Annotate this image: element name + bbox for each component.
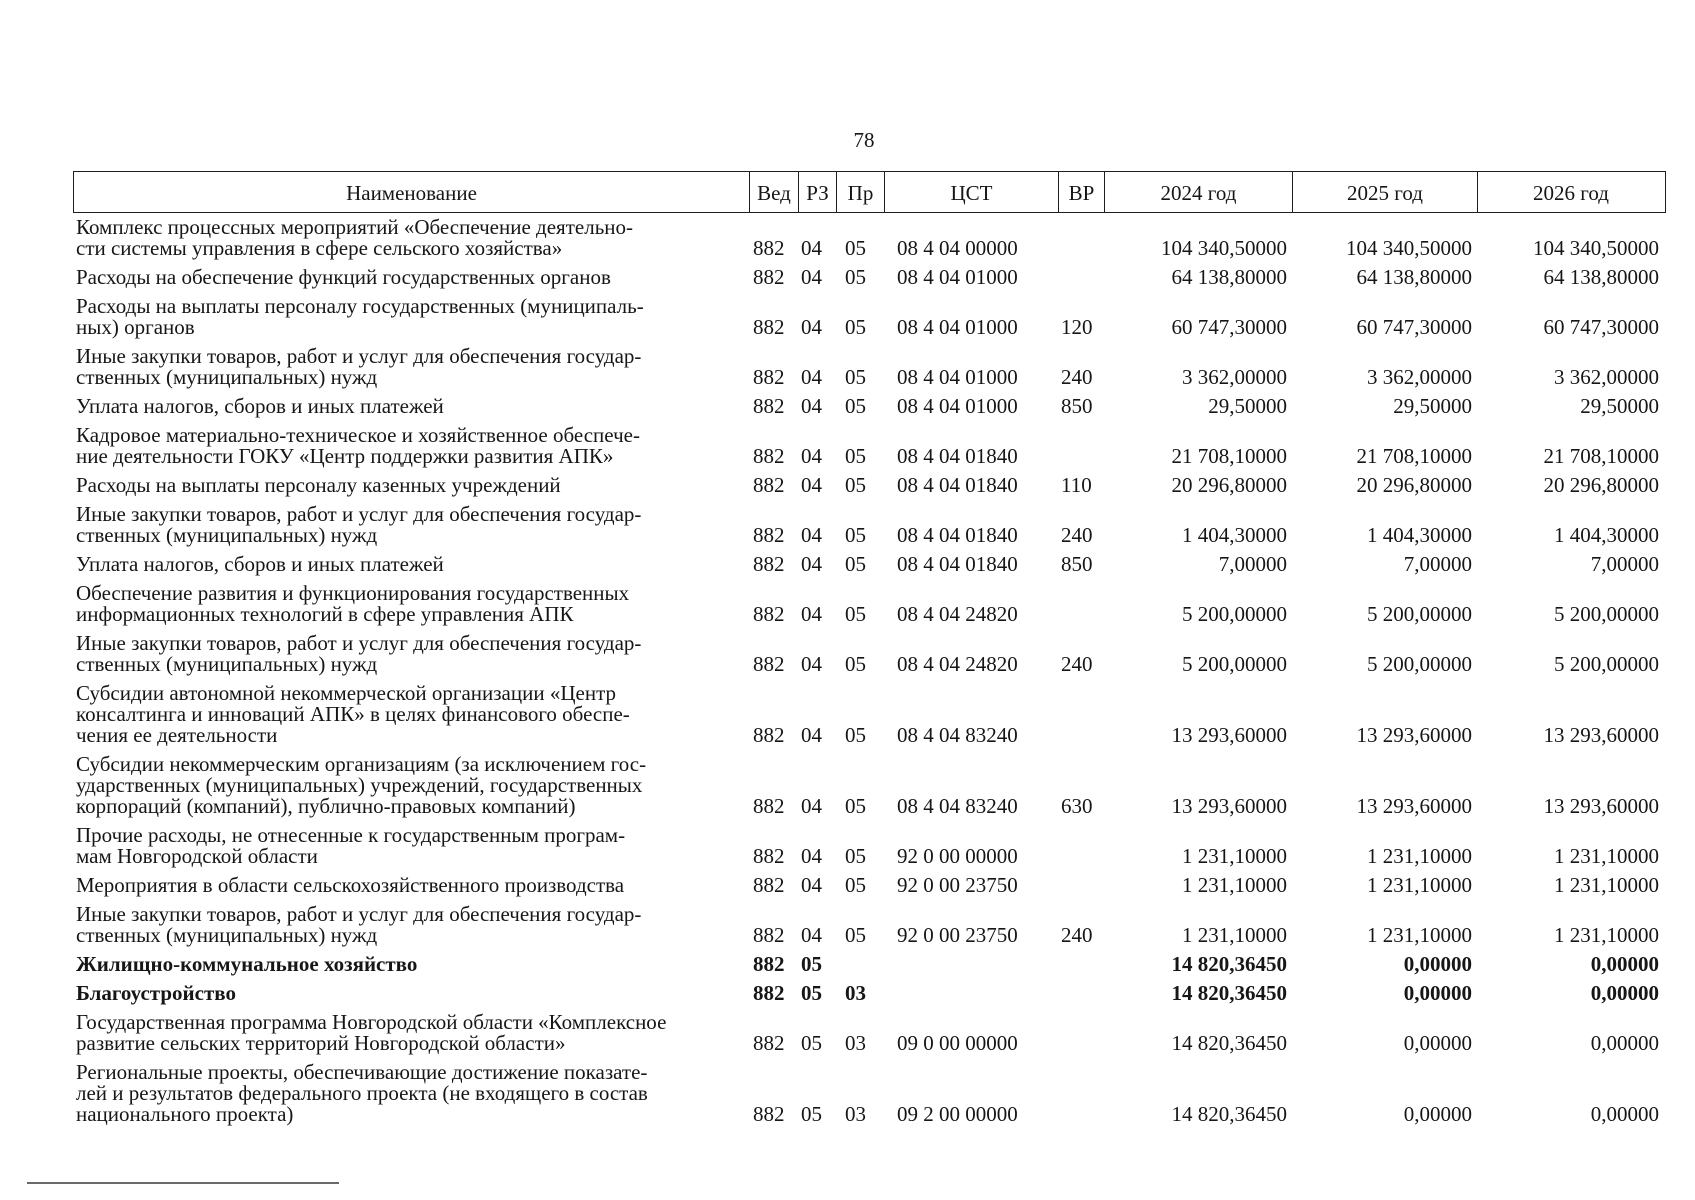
amount-2026: 0,00000 [1590,952,1659,976]
footnote-divider [27,1182,339,1184]
rz-code: 04 [801,652,822,676]
amount-2024: 13 293,60000 [1171,723,1287,747]
cst-code: 08 4 04 01000 [897,315,1018,339]
pr-code: 05 [845,652,866,676]
table-row [73,1058,1666,1129]
cst-code: 08 4 04 01840 [897,473,1018,497]
ved-code: 882 [753,552,785,576]
amount-2026: 1 231,10000 [1554,923,1659,947]
amount-2025: 60 747,30000 [1356,315,1472,339]
row-name [73,633,748,675]
rz-code: 04 [801,523,822,547]
table-row [73,750,1666,821]
row-name [73,475,748,496]
rz-code: 04 [801,265,822,289]
pr-code: 05 [845,523,866,547]
rz-code: 04 [801,844,822,868]
row-name-line: Кадровое материально-техническое и хозяйственное обеспече- [76,423,640,447]
table-row [73,213,1666,263]
amount-2026: 3 362,00000 [1554,365,1659,389]
row-name-line: Расходы на выплаты персоналу государственных (муниципаль- [76,294,644,318]
pr-code: 05 [845,723,866,747]
amount-2024: 14 820,36450 [1171,1031,1287,1055]
amount-2025: 7,00000 [1403,552,1472,576]
row-name [73,504,748,546]
row-name-line: ственных (муниципальных) нужд [76,365,378,389]
rz-code: 04 [801,394,822,418]
rz-code: 04 [801,794,822,818]
amount-2025: 5 200,00000 [1367,652,1472,676]
row-name [73,425,748,467]
row-name-line: Уплата налогов, сборов и иных платежей [76,394,444,418]
vr-code: 240 [1061,523,1093,547]
table-row [73,979,1666,1008]
ved-code: 882 [753,265,785,289]
vr-code: 110 [1061,473,1092,497]
row-name-line: мам Новгородской области [76,844,318,868]
row-name-line: корпораций (компаний), публично-правовых компаний) [76,794,576,818]
row-name-line: национального проекта) [76,1102,294,1126]
ved-code: 882 [753,236,785,260]
table-row [73,342,1666,392]
pr-code: 03 [845,1102,866,1126]
vr-code: 850 [1061,394,1093,418]
vr-code: 240 [1061,923,1093,947]
cst-code: 08 4 04 00000 [897,236,1018,260]
amount-2026: 1 231,10000 [1554,873,1659,897]
amount-2024: 21 708,10000 [1171,444,1287,468]
budget-table [73,171,1666,1129]
ved-code: 882 [753,981,785,1005]
cst-code: 08 4 04 01840 [897,552,1018,576]
amount-2025: 104 340,50000 [1346,236,1472,260]
row-name-line: ственных (муниципальных) нужд [76,523,378,547]
amount-2026: 0,00000 [1590,1031,1659,1055]
pr-code: 05 [845,365,866,389]
rz-code: 05 [801,981,822,1005]
rz-code: 04 [801,473,822,497]
amount-2025: 5 200,00000 [1367,602,1472,626]
ved-code: 882 [753,723,785,747]
pr-code: 05 [845,923,866,947]
pr-code: 05 [845,844,866,868]
rz-code: 05 [801,1031,822,1055]
amount-2024: 1 231,10000 [1182,873,1287,897]
rz-code: 04 [801,923,822,947]
header-2024: 2024 год [1104,172,1292,212]
row-name-line: Жилищно-коммунальное хозяйство [76,952,418,976]
row-name [73,396,748,417]
pr-code: 05 [845,473,866,497]
amount-2024: 29,50000 [1208,394,1287,418]
pr-code: 05 [845,236,866,260]
cst-code: 92 0 00 00000 [897,844,1018,868]
pr-code: 05 [845,444,866,468]
amount-2024: 1 231,10000 [1182,844,1287,868]
amount-2026: 21 708,10000 [1543,444,1659,468]
row-name-line: сти системы управления в сфере сельского хозяйства» [76,236,563,260]
header-cst: ЦСТ [884,172,1058,212]
amount-2024: 14 820,36450 [1171,952,1287,976]
amount-2026: 5 200,00000 [1554,602,1659,626]
rz-code: 05 [801,1102,822,1126]
header-name: Наименование [346,180,477,205]
cst-code: 92 0 00 23750 [897,923,1018,947]
rz-code: 05 [801,952,822,976]
table-row [73,950,1666,979]
ved-code: 882 [753,1102,785,1126]
ved-code: 882 [753,923,785,947]
header-2026: 2026 год [1477,172,1664,212]
row-name-line: ние деятельности ГОКУ «Центр поддержки развития АПК» [76,444,614,468]
pr-code: 05 [845,873,866,897]
cst-code: 08 4 04 01000 [897,394,1018,418]
vr-code: 240 [1061,652,1093,676]
table-row [73,900,1666,950]
ved-code: 882 [753,652,785,676]
row-name [73,267,748,288]
cst-code: 09 0 00 00000 [897,1031,1018,1055]
ved-code: 882 [753,523,785,547]
table-header [73,171,1666,213]
row-name [73,217,748,259]
row-name [73,1012,748,1054]
table-row [73,821,1666,871]
rz-code: 04 [801,444,822,468]
amount-2026: 20 296,80000 [1543,473,1659,497]
row-name-line: чения ее деятельности [76,723,278,747]
amount-2024: 5 200,00000 [1182,652,1287,676]
table-row [73,500,1666,550]
amount-2025: 0,00000 [1403,1031,1472,1055]
rz-code: 04 [801,873,822,897]
cst-code: 08 4 04 01000 [897,265,1018,289]
vr-code: 240 [1061,365,1093,389]
pr-code: 05 [845,265,866,289]
amount-2024: 60 747,30000 [1171,315,1287,339]
row-name-line: Расходы на обеспечение функций государственных органов [76,265,611,289]
ved-code: 882 [753,873,785,897]
row-name-line: ных) органов [76,315,195,339]
amount-2024: 14 820,36450 [1171,981,1287,1005]
amount-2025: 13 293,60000 [1356,794,1472,818]
row-name [73,754,748,817]
amount-2025: 1 231,10000 [1367,873,1472,897]
row-name [73,825,748,867]
row-name-line: ственных (муниципальных) нужд [76,923,378,947]
amount-2025: 1 404,30000 [1367,523,1472,547]
cst-code: 08 4 04 83240 [897,723,1018,747]
rz-code: 04 [801,365,822,389]
row-name-line: Государственная программа Новгородской области «Комплексное [76,1010,667,1034]
ved-code: 882 [753,844,785,868]
cst-code: 08 4 04 83240 [897,794,1018,818]
amount-2025: 0,00000 [1403,981,1472,1005]
vr-code: 630 [1061,794,1093,818]
row-name [73,904,748,946]
row-name-line: Субсидии автономной некоммерческой организации «Центр [76,681,617,705]
row-name-line: Региональные проекты, обеспечивающие достижение показате- [76,1060,648,1084]
row-name-line: Иные закупки товаров, работ и услуг для обеспечения государ- [76,902,642,926]
cst-code: 92 0 00 23750 [897,873,1018,897]
table-row [73,263,1666,292]
amount-2026: 0,00000 [1590,981,1659,1005]
row-name-line: Иные закупки товаров, работ и услуг для обеспечения государ- [76,631,642,655]
page-number: 78 [853,128,875,152]
amount-2026: 29,50000 [1580,394,1659,418]
row-name [73,1062,748,1125]
header-pr: Пр [836,172,884,212]
row-name-line: Уплата налогов, сборов и иных платежей [76,552,444,576]
amount-2024: 64 138,80000 [1171,265,1287,289]
amount-2024: 3 362,00000 [1182,365,1287,389]
row-name-line: Иные закупки товаров, работ и услуг для обеспечения государ- [76,344,642,368]
amount-2025: 0,00000 [1403,1102,1472,1126]
header-rz: РЗ [798,172,836,212]
row-name [73,583,748,625]
amount-2025: 1 231,10000 [1367,923,1472,947]
table-row [73,292,1666,342]
row-name-line: Мероприятия в области сельскохозяйственного производства [76,873,625,897]
row-name-line: Иные закупки товаров, работ и услуг для обеспечения государ- [76,502,642,526]
ved-code: 882 [753,952,785,976]
pr-code: 05 [845,602,866,626]
ved-code: 882 [753,473,785,497]
table-row [73,421,1666,471]
row-name-line: Благоустройство [76,981,236,1005]
row-name-line: консалтинга и инноваций АПК» в целях финансового обеспе- [76,702,630,726]
row-name-line: ударственных (муниципальных) учреждений, государственных [76,773,643,797]
ved-code: 882 [753,315,785,339]
table-row [73,629,1666,679]
cst-code: 09 2 00 00000 [897,1102,1018,1126]
row-name-line: информационных технологий в сфере управления АПК [76,602,574,626]
pr-code: 05 [845,794,866,818]
amount-2026: 13 293,60000 [1543,794,1659,818]
amount-2024: 1 231,10000 [1182,923,1287,947]
row-name [73,296,748,338]
pr-code: 05 [845,394,866,418]
pr-code: 03 [845,981,866,1005]
ved-code: 882 [753,794,785,818]
table-row [73,871,1666,900]
rz-code: 04 [801,602,822,626]
header-ved: Вед [749,172,798,212]
table-row [73,550,1666,579]
row-name [73,683,748,746]
table-body [73,213,1666,1129]
table-row [73,392,1666,421]
amount-2026: 64 138,80000 [1543,265,1659,289]
amount-2026: 1 231,10000 [1554,844,1659,868]
amount-2025: 64 138,80000 [1356,265,1472,289]
cst-code: 08 4 04 01840 [897,523,1018,547]
row-name [73,875,748,896]
amount-2025: 3 362,00000 [1367,365,1472,389]
pr-code: 05 [845,315,866,339]
pr-code: 05 [845,552,866,576]
row-name-line: ственных (муниципальных) нужд [76,652,378,676]
ved-code: 882 [753,365,785,389]
row-name [73,554,748,575]
ved-code: 882 [753,602,785,626]
table-row [73,471,1666,500]
rz-code: 04 [801,723,822,747]
row-name [73,346,748,388]
amount-2024: 13 293,60000 [1171,794,1287,818]
amount-2025: 21 708,10000 [1356,444,1472,468]
row-name-line: Комплекс процессных мероприятий «Обеспечение деятельно- [76,215,634,239]
table-row [73,579,1666,629]
ved-code: 882 [753,444,785,468]
amount-2026: 60 747,30000 [1543,315,1659,339]
cst-code: 08 4 04 01000 [897,365,1018,389]
cst-code: 08 4 04 24820 [897,602,1018,626]
amount-2026: 5 200,00000 [1554,652,1659,676]
rz-code: 04 [801,236,822,260]
row-name-line: лей и результатов федерального проекта (не входящего в состав [76,1081,648,1105]
amount-2025: 29,50000 [1393,394,1472,418]
amount-2024: 1 404,30000 [1182,523,1287,547]
amount-2024: 20 296,80000 [1171,473,1287,497]
cst-code: 08 4 04 24820 [897,652,1018,676]
amount-2026: 104 340,50000 [1533,236,1659,260]
row-name [73,954,748,975]
row-name-line: Обеспечение развития и функционирования государственных [76,581,630,605]
row-name [73,983,748,1004]
amount-2026: 7,00000 [1590,552,1659,576]
ved-code: 882 [753,1031,785,1055]
table-row [73,1008,1666,1058]
ved-code: 882 [753,394,785,418]
header-vr: ВР [1058,172,1104,212]
row-name-line: Прочие расходы, не отнесенные к государственным програм- [76,823,626,847]
amount-2024: 104 340,50000 [1161,236,1287,260]
vr-code: 850 [1061,552,1093,576]
table-row [73,679,1666,750]
pr-code: 03 [845,1031,866,1055]
amount-2026: 13 293,60000 [1543,723,1659,747]
row-name-line: Субсидии некоммерческим организациям (за исключением гос- [76,752,647,776]
amount-2024: 5 200,00000 [1182,602,1287,626]
amount-2026: 1 404,30000 [1554,523,1659,547]
cst-code: 08 4 04 01840 [897,444,1018,468]
amount-2026: 0,00000 [1590,1102,1659,1126]
amount-2025: 1 231,10000 [1367,844,1472,868]
header-2025: 2025 год [1292,172,1477,212]
amount-2025: 13 293,60000 [1356,723,1472,747]
amount-2025: 0,00000 [1403,952,1472,976]
row-name-line: развитие сельских территорий Новгородской области» [76,1031,566,1055]
vr-code: 120 [1061,315,1093,339]
amount-2025: 20 296,80000 [1356,473,1472,497]
rz-code: 04 [801,552,822,576]
row-name-line: Расходы на выплаты персоналу казенных учреждений [76,473,561,497]
rz-code: 04 [801,315,822,339]
amount-2024: 7,00000 [1218,552,1287,576]
amount-2024: 14 820,36450 [1171,1102,1287,1126]
